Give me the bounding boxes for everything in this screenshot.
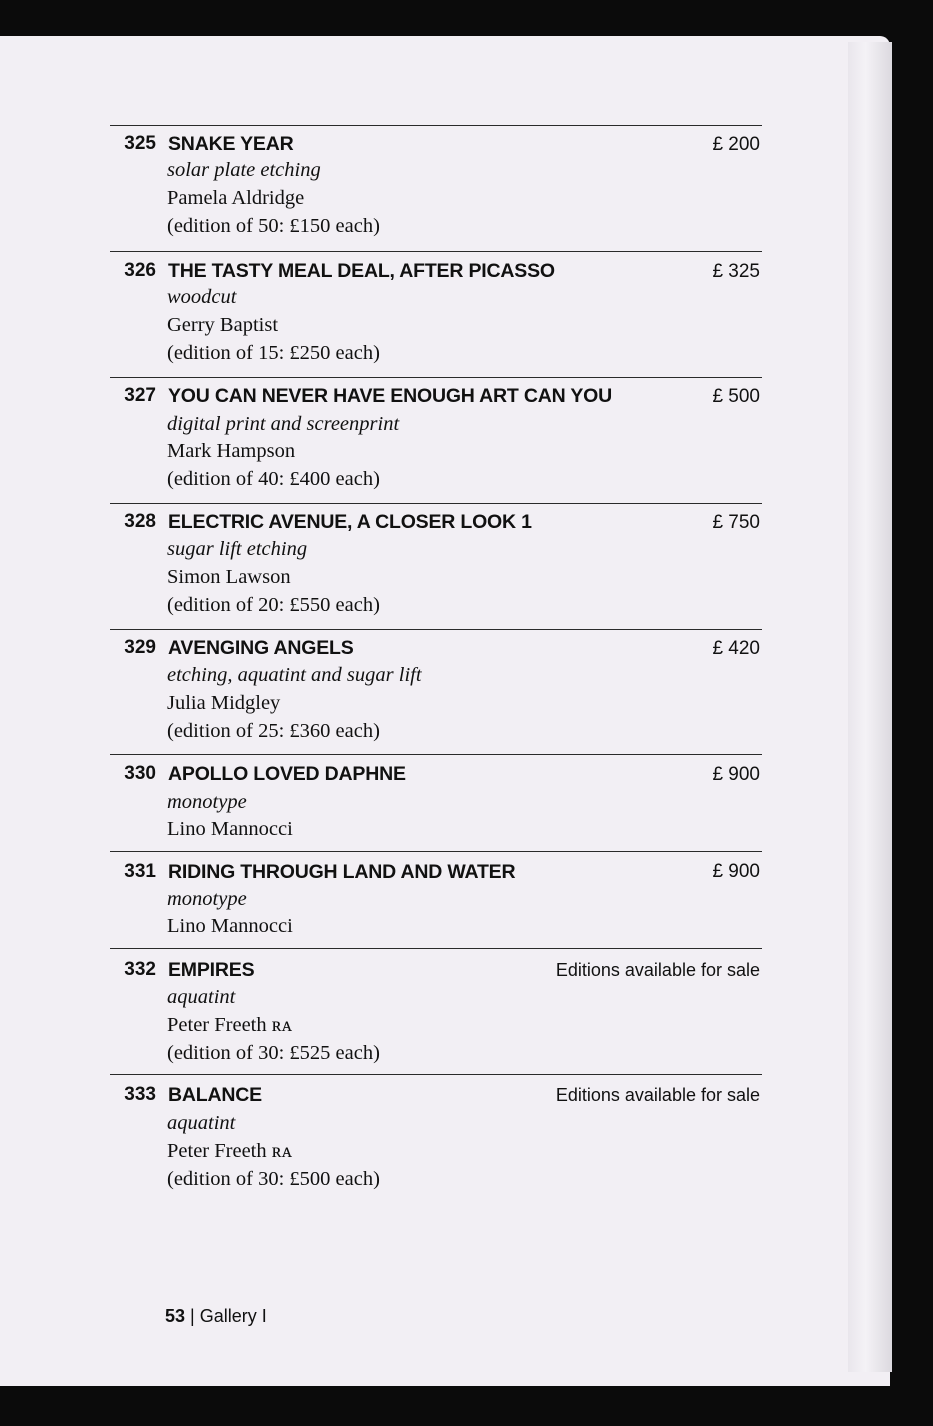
entry-number: 325: [124, 133, 156, 154]
page-edge-stack: [848, 42, 892, 1372]
page-number: 53: [165, 1306, 186, 1326]
entry-medium: aquatint: [167, 986, 236, 1008]
entry-medium: solar plate etching: [167, 159, 321, 181]
entry-title: AVENGING ANGELS: [168, 637, 354, 659]
entry-medium: woodcut: [167, 286, 237, 308]
catalogue-entry: [110, 629, 762, 756]
entry-title: RIDING THROUGH LAND AND WATER: [168, 861, 516, 883]
entry-price: £ 200: [712, 134, 760, 155]
entry-artist: Julia Midgley: [167, 692, 281, 714]
entry-number: 327: [124, 385, 156, 406]
catalogue-entry: [110, 851, 762, 949]
entry-edition: (edition of 30: £500 each): [167, 1168, 380, 1190]
entry-price: £ 900: [712, 861, 760, 882]
entry-edition: (edition of 15: £250 each): [167, 342, 380, 364]
entry-artist: Pamela Aldridge: [167, 187, 305, 209]
entry-number: 332: [124, 959, 156, 980]
entry-artist: Mark Hampson: [167, 440, 296, 462]
entry-edition: (edition of 50: £150 each): [167, 215, 380, 237]
entry-artist: Gerry Baptist: [167, 314, 279, 336]
entry-edition: (edition of 40: £400 each): [167, 468, 380, 490]
catalogue-entry: [110, 503, 762, 630]
catalogue-entry: [110, 948, 762, 1075]
entry-title: SNAKE YEAR: [168, 133, 294, 155]
entry-title: THE TASTY MEAL DEAL, AFTER PICASSO: [168, 260, 555, 282]
entry-price: Editions available for sale: [555, 960, 760, 980]
entry-medium: monotype: [167, 791, 247, 813]
entry-price: £ 325: [712, 261, 760, 282]
entry-edition: (edition of 25: £360 each): [167, 720, 380, 742]
entry-edition: (edition of 20: £550 each): [167, 594, 380, 616]
entry-number: 331: [124, 861, 156, 882]
entry-title: ELECTRIC AVENUE, A CLOSER LOOK 1: [168, 511, 532, 533]
entry-title: YOU CAN NEVER HAVE ENOUGH ART CAN YOU: [168, 385, 613, 407]
entry-medium: monotype: [167, 888, 247, 910]
entry-medium: sugar lift etching: [167, 538, 308, 560]
entry-edition: (edition of 30: £525 each): [167, 1042, 380, 1064]
entry-number: 329: [124, 637, 156, 658]
entry-number: 326: [124, 260, 156, 281]
catalogue-entry: [110, 251, 762, 378]
entry-price: £ 500: [712, 386, 760, 407]
entry-artist: Simon Lawson: [167, 566, 291, 588]
page-footer: [165, 1306, 267, 1327]
entry-price: £ 900: [712, 764, 760, 785]
entry-artist: Lino Mannocci: [167, 915, 293, 937]
footer-separator: |: [190, 1306, 195, 1326]
entry-artist: Peter Freeth ʀᴀ: [167, 1014, 293, 1036]
entry-price: Editions available for sale: [555, 1085, 760, 1105]
entry-medium: aquatint: [167, 1112, 236, 1134]
entry-title: APOLLO LOVED DAPHNE: [168, 763, 406, 785]
entry-medium: digital print and screenprint: [167, 413, 400, 435]
entry-title: BALANCE: [168, 1084, 262, 1106]
catalogue-entry: [110, 377, 762, 504]
entry-price: £ 420: [712, 638, 760, 659]
entry-medium: etching, aquatint and sugar lift: [167, 664, 422, 686]
entry-number: 333: [124, 1084, 156, 1105]
entry-artist: Lino Mannocci: [167, 818, 293, 840]
entry-number: 328: [124, 511, 156, 532]
section-name: Gallery I: [199, 1306, 267, 1326]
entry-number: 330: [124, 763, 156, 784]
entry-price: £ 750: [712, 512, 760, 533]
catalogue-entry: [110, 1074, 762, 1201]
catalogue-entry: [110, 125, 762, 252]
entry-artist: Peter Freeth ʀᴀ: [167, 1140, 293, 1162]
entry-title: EMPIRES: [168, 959, 255, 981]
catalogue-entry: [110, 754, 762, 852]
